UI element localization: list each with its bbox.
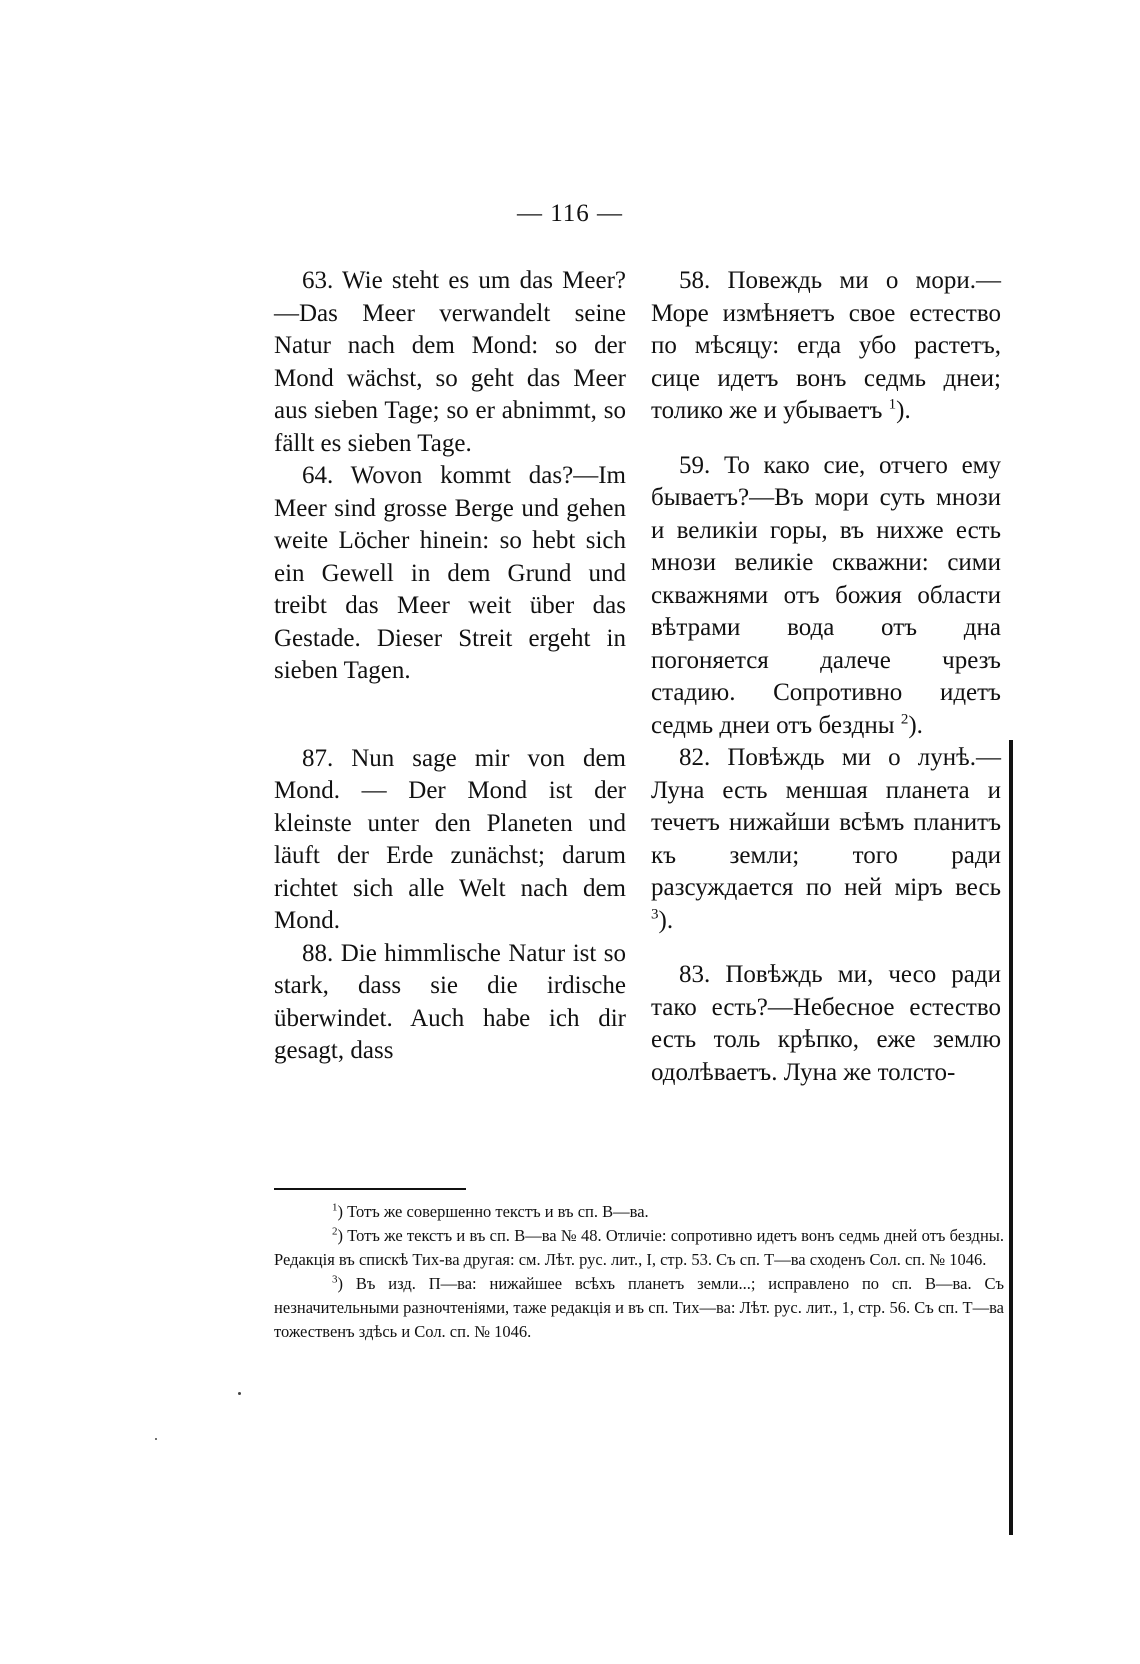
margin-bar — [1009, 740, 1013, 1535]
paragraph-suffix: ). — [896, 397, 911, 424]
column-gap — [651, 937, 1001, 959]
footnotes — [274, 1200, 1004, 1344]
column-gap — [651, 428, 1001, 450]
slavonic-paragraph-59 — [651, 450, 1001, 743]
footnote-text: ) Въ изд. П—ва: нижайшее всѣхъ планетъ земли...; исправлено по сп. В—ва. Съ незначительными разночтенiями, таже редакцiя и въ сп. Тих—ва: Лѣт. рус. лит., 1, стр. 56. Съ сп. Т—ва тожественъ здѣсь и Сол. сп. № 1046. — [274, 1274, 1004, 1341]
footnote-ref-1[interactable]: 1 — [888, 396, 897, 413]
footnote-ref-2[interactable]: 2 — [900, 711, 909, 728]
footnote-ref-3[interactable]: 3 — [651, 906, 659, 923]
footnote-mark: 3 — [332, 1273, 338, 1286]
footnote-3 — [274, 1272, 1004, 1344]
paragraph-text: 58. Повеждь ми о мори.—Море измѣняетъ свое естество по мѣсяцу: егда убо растетъ, сице идетъ вонъ седмь днеи; толико же и убываетъ — [651, 267, 1001, 424]
german-column — [274, 265, 626, 1068]
slavonic-paragraph-83: 83. Повѣждь ми, чесо ради тако есть?—Небесное естество есть толь крѣпко, еже землю одолѣваетъ. Луна же толсто- — [651, 961, 1001, 1086]
paragraph-suffix: ). — [908, 711, 923, 739]
column-gap — [274, 688, 626, 743]
scan-speck — [155, 1438, 157, 1440]
paragraph-suffix: ). — [658, 906, 674, 934]
paragraph-text: 59. То како сие, отчего ему бываетъ?—Въ мори суть мнози и великiи горы, въ нихже есть мнози великiе скважни: сими скважнями отъ божия области вѣтрами вода отъ дна погоняется далече чрезъ стадию. Сопротивно идетъ седмь днеи отъ бездны — [651, 451, 1001, 739]
german-paragraph-87: 87. Nun sage mir von dem Mond. — Der Mond ist der kleinste unter den Planeten und läuft der Erde zunächst; darum richtet sich alle Welt nach dem Mond. — [274, 744, 626, 934]
footnote-text: ) Тотъ же совершенно текстъ и въ сп. В—ва. — [337, 1202, 649, 1221]
footnote-divider — [274, 1188, 466, 1190]
footnote-mark: 2 — [332, 1225, 338, 1238]
german-paragraph-64: 64. Wovon kommt das?—Im Meer sind grosse Berge und gehen weite Löcher hinein: so hebt sich ein Gewell in dem Grund und treibt das Meer weit über das Gestade. Dieser Streit ergeht in sieben Tagen. — [274, 462, 626, 684]
slavonic-column — [651, 265, 1001, 1089]
slavonic-paragraph-58 — [651, 265, 1001, 428]
footnote-1 — [274, 1200, 1004, 1224]
german-paragraph-88: 88. Die himmlische Natur ist so stark, dass sie die irdische überwindet. Auch habe ich dir gesagt, dass — [274, 939, 626, 1064]
page-number: — 116 — — [516, 200, 624, 227]
paragraph-text: 82. Повѣждь ми о лунѣ.—Луна есть меншая планета и течетъ нижайши всѣмъ планитъ къ земли; того ради разсуждается по ней мiръ весь — [651, 744, 1001, 901]
german-paragraph-63: 63. Wie steht es um das Meer?—Das Meer verwandelt seine Natur nach dem Mond: so der Mond wächst, so geht das Meer aus sieben Tage; so er abnimmt, so fällt es sieben Tage. — [274, 267, 626, 457]
slavonic-paragraph-82 — [651, 742, 1001, 937]
footnote-text: ) Тотъ же текстъ и въ сп. В—ва № 48. Отличiе: сопротивно идетъ вонъ седмь дней отъ бездны. Редакцiя въ спискѣ Тих-ва другая: см. Лѣт. рус. лит., I, стр. 53. Съ сп. Т—ва сходенъ Сол. сп. № 1046. — [274, 1226, 1004, 1269]
scan-speck — [238, 1392, 241, 1395]
footnote-2 — [274, 1224, 1004, 1272]
footnote-mark: 1 — [332, 1201, 338, 1214]
